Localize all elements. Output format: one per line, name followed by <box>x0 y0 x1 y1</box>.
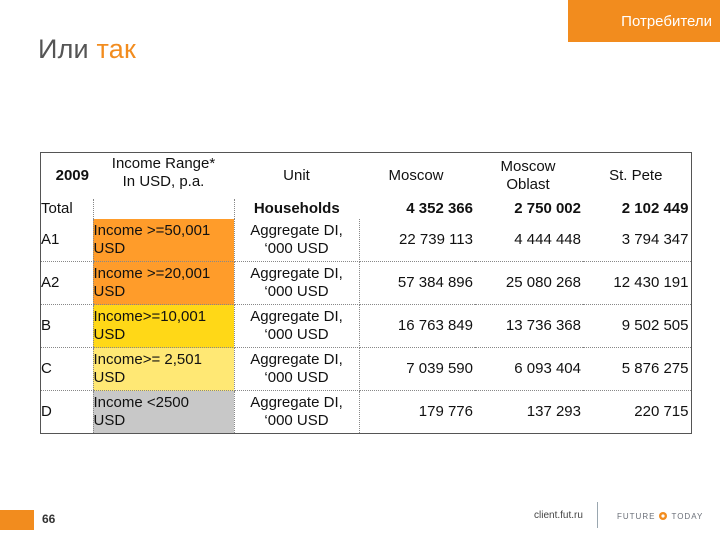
total-unit: Households <box>253 200 340 217</box>
table-header-row <box>41 153 692 200</box>
future-today-logo <box>617 501 707 531</box>
row-unit-line1: Aggregate DI, <box>250 394 343 411</box>
row-moscow: 57 384 896 <box>359 262 475 305</box>
table-row <box>41 262 692 305</box>
row-income-range <box>93 262 234 305</box>
row-unit-line1: Aggregate DI, <box>250 308 343 325</box>
table-row <box>41 219 692 262</box>
row-moscow-oblast: 4 444 448 <box>475 219 583 262</box>
row-range-line1: Income>=10,001 <box>93 308 207 325</box>
row-code: C <box>41 348 94 391</box>
row-unit <box>234 219 359 262</box>
header-st-pete: St. Pete <box>583 153 691 200</box>
row-st-pete: 12 430 191 <box>583 262 691 305</box>
row-moscow-oblast: 137 293 <box>475 391 583 434</box>
row-unit-line1: Aggregate DI, <box>250 222 343 239</box>
header-income-range <box>93 153 234 200</box>
row-range-line2: USD <box>93 283 126 300</box>
row-income-range <box>93 305 234 348</box>
row-moscow: 16 763 849 <box>359 305 475 348</box>
row-range-line1: Income >=50,001 <box>93 222 211 239</box>
row-range-line2: USD <box>93 412 126 429</box>
row-code: B <box>41 305 94 348</box>
header-income-range-line1: Income Range* <box>111 155 216 172</box>
row-range-line2: USD <box>93 326 126 343</box>
row-moscow-oblast: 25 080 268 <box>475 262 583 305</box>
row-unit-line2: ‘000 USD <box>264 240 329 257</box>
table-row <box>41 348 692 391</box>
row-unit-line2: ‘000 USD <box>264 326 329 343</box>
row-range-line2: USD <box>93 240 126 257</box>
row-income-range <box>93 348 234 391</box>
row-moscow: 7 039 590 <box>359 348 475 391</box>
footer-accent-block <box>0 510 34 530</box>
row-moscow-oblast: 13 736 368 <box>475 305 583 348</box>
total-row <box>41 199 692 219</box>
header-year: 2009 <box>41 153 94 200</box>
logo-word-today: TODAY <box>671 511 704 521</box>
row-unit-line2: ‘000 USD <box>264 412 329 429</box>
row-moscow-oblast: 6 093 404 <box>475 348 583 391</box>
row-income-range <box>93 391 234 434</box>
row-unit <box>234 348 359 391</box>
row-code: D <box>41 391 94 434</box>
row-code: A2 <box>41 262 94 305</box>
total-moscow-oblast: 2 750 002 <box>514 200 581 217</box>
page-number: 66 <box>42 512 56 526</box>
future-today-dot-icon <box>658 511 668 521</box>
row-range-line1: Income <2500 <box>93 394 189 411</box>
table-row <box>41 305 692 348</box>
row-unit-line2: ‘000 USD <box>264 283 329 300</box>
total-st-pete: 2 102 449 <box>583 199 691 219</box>
row-unit <box>234 391 359 434</box>
section-badge-label: Потребители <box>621 12 712 30</box>
header-moscow-oblast-line1: Moscow <box>500 158 556 175</box>
income-table <box>40 152 692 434</box>
row-moscow: 179 776 <box>359 391 475 434</box>
row-income-range <box>93 219 234 262</box>
section-badge <box>568 0 720 42</box>
page-title-part2: так <box>96 34 137 64</box>
header-moscow: Moscow <box>359 153 475 200</box>
row-unit-line1: Aggregate DI, <box>250 351 343 368</box>
total-range-cell <box>93 199 234 219</box>
row-st-pete: 220 715 <box>583 391 691 434</box>
row-range-line2: USD <box>93 369 126 386</box>
row-st-pete: 9 502 505 <box>583 305 691 348</box>
row-range-line1: Income>= 2,501 <box>93 351 202 368</box>
total-moscow: 4 352 366 <box>406 200 473 217</box>
header-moscow-oblast <box>475 153 583 200</box>
logo-word-future: FUTURE <box>617 511 656 521</box>
page-title-part1: Или <box>38 34 89 64</box>
row-unit-line2: ‘000 USD <box>264 369 329 386</box>
row-unit-line1: Aggregate DI, <box>250 265 343 282</box>
row-st-pete: 5 876 275 <box>583 348 691 391</box>
header-income-range-line2: In USD, p.a. <box>122 173 205 190</box>
header-unit: Unit <box>234 153 359 200</box>
row-unit <box>234 262 359 305</box>
row-unit <box>234 305 359 348</box>
header-moscow-oblast-line2: Oblast <box>506 176 550 193</box>
row-moscow: 22 739 113 <box>359 219 475 262</box>
row-st-pete: 3 794 347 <box>583 219 691 262</box>
footer-url: client.fut.ru <box>534 510 583 521</box>
footer-divider <box>597 502 598 528</box>
total-label: Total <box>41 199 94 219</box>
row-range-line1: Income >=20,001 <box>93 265 211 282</box>
table-row <box>41 391 692 434</box>
row-code: A1 <box>41 219 94 262</box>
page-title <box>38 34 136 65</box>
